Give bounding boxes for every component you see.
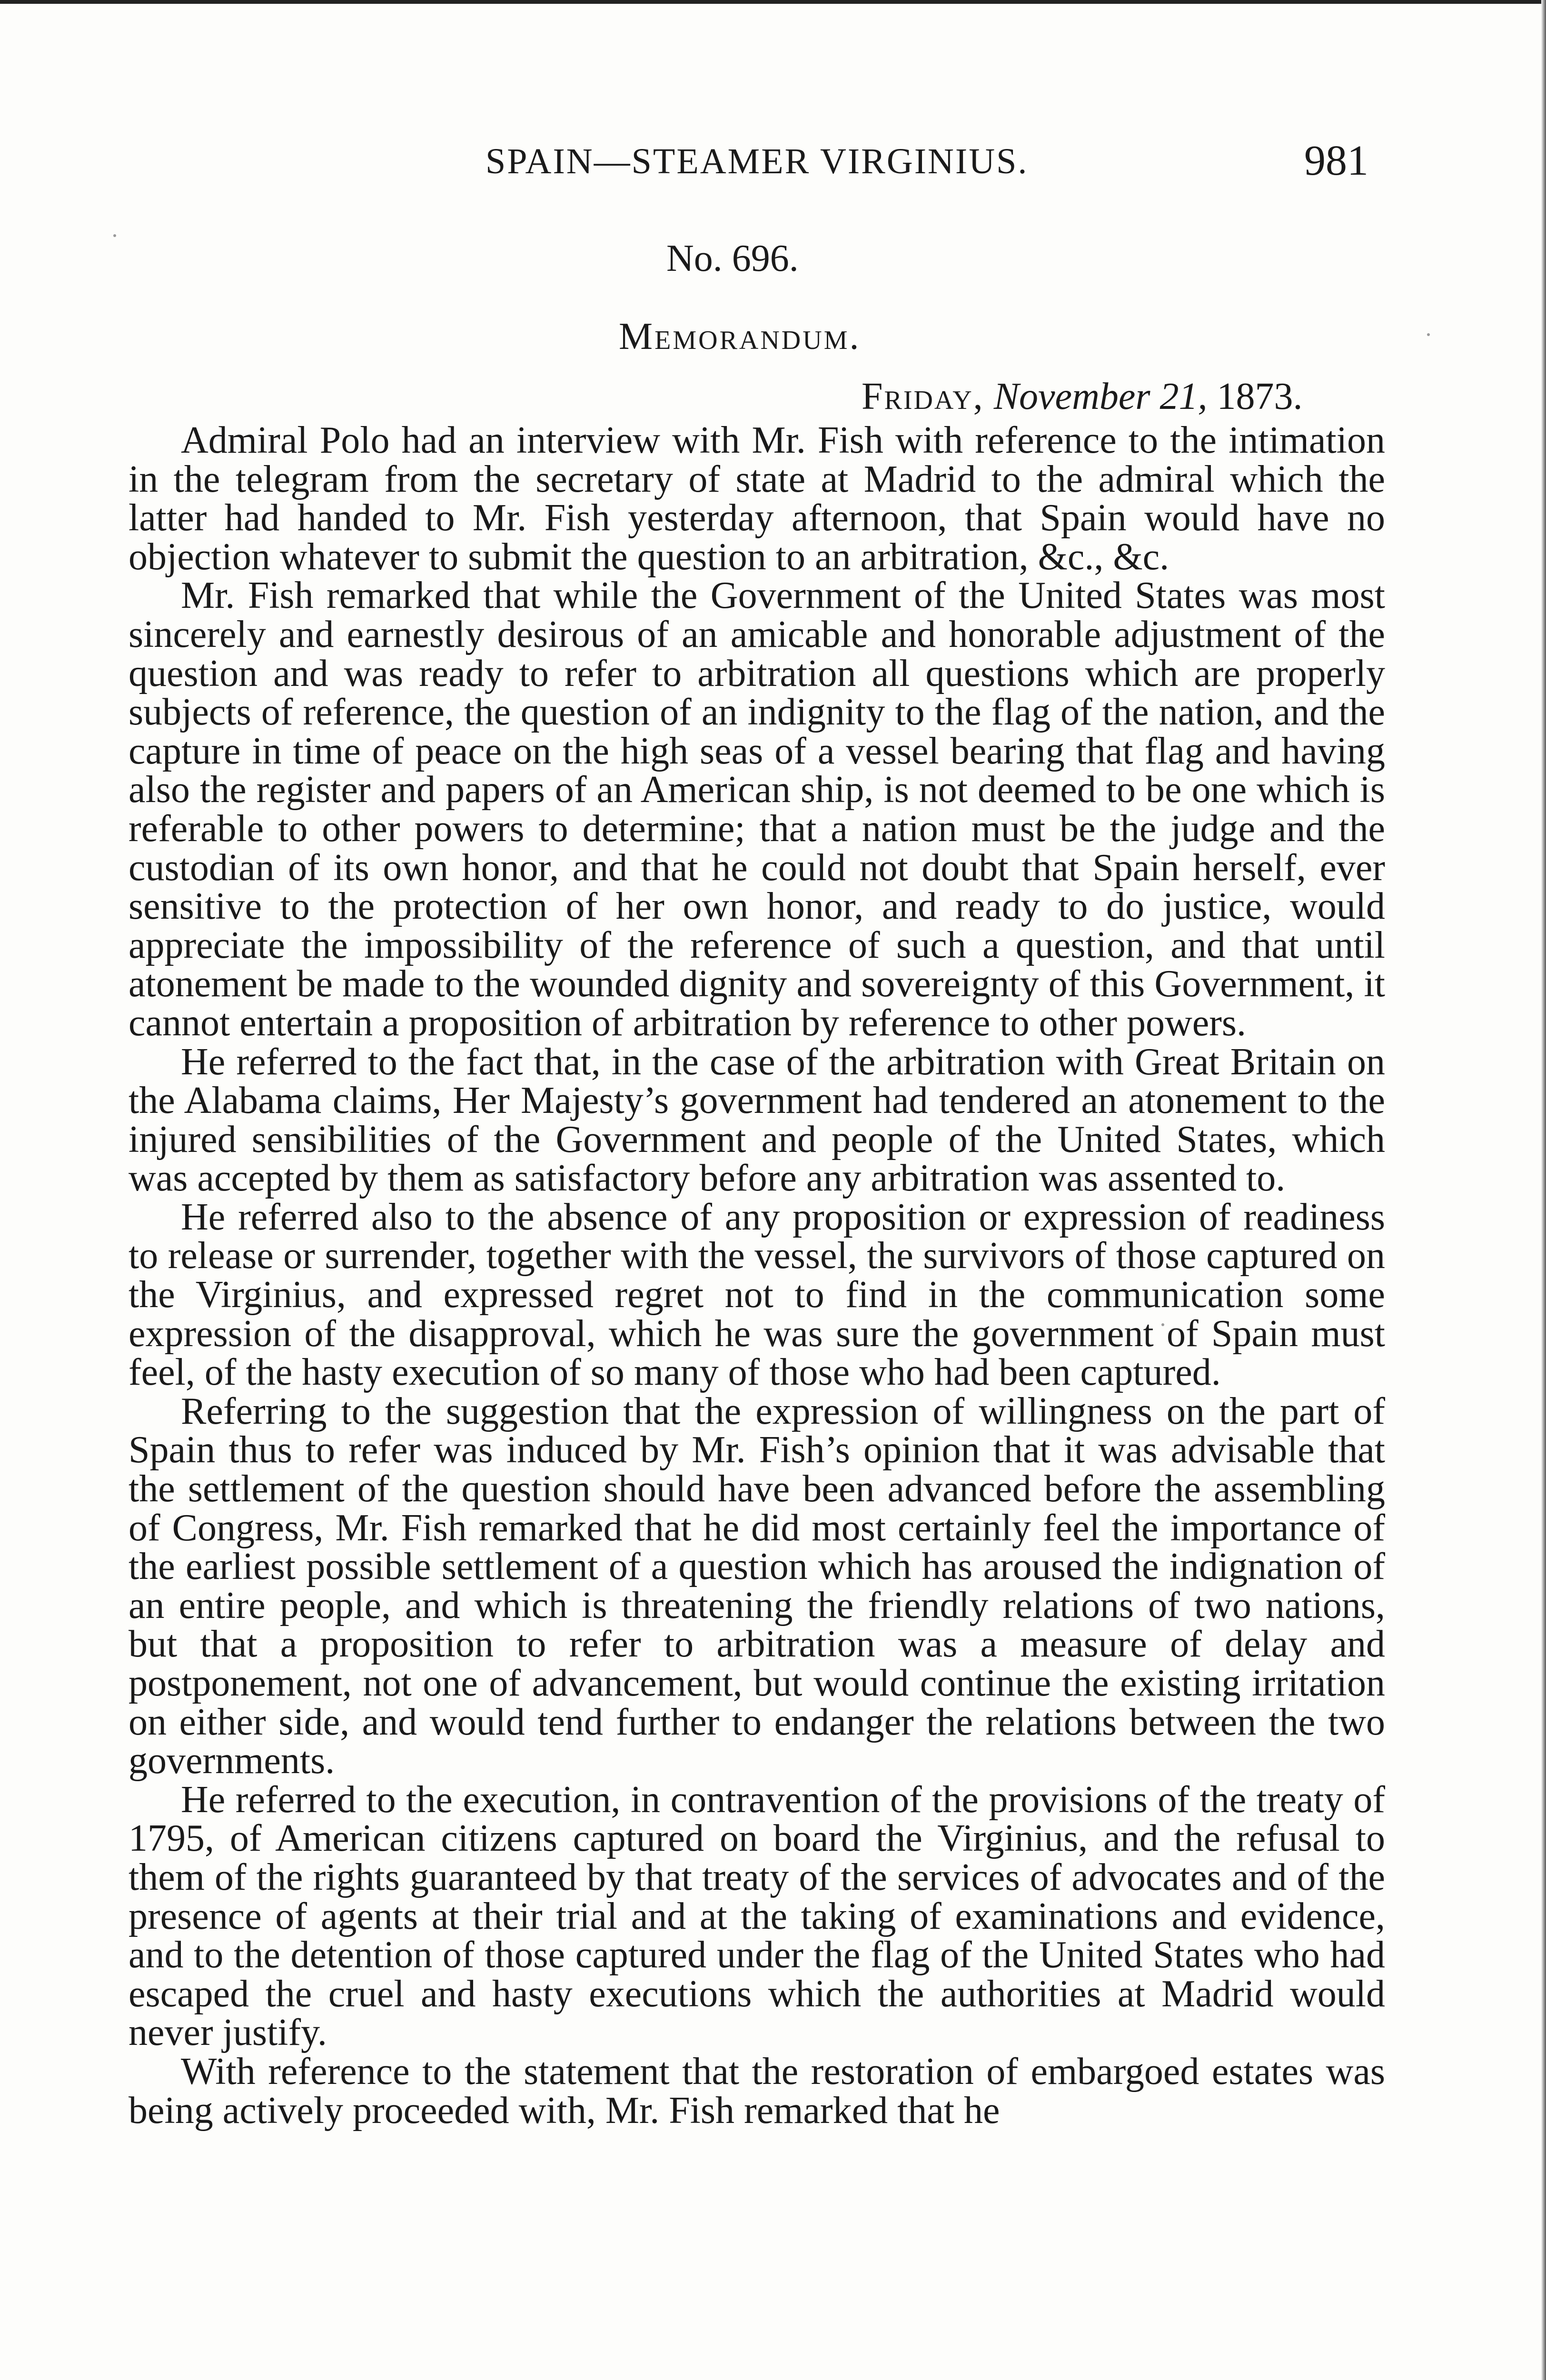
paragraph: Mr. Fish remarked that while the Government of the United States was most sincerely and earnestly desirous of an amicable and honorable adjustment of the question and was ready to refer to arbitration all questions which are properly subjects of reference, the question of an indignity to the flag of the nation, and the capture in time of peace on the high seas of a vessel bearing that flag and having also the register and papers of an American ship, is not deemed to be one which is referable to other powers to determine; that a nation must be the judge and the custodian of its own honor, and that he could not doubt that Spain herself, ever sensitive to the protection of her own honor, and ready to do justice, would appreciate the impossibility of the reference of such a question, and that until atonement be made to the wounded dignity and sovereignty of this Government, it cannot entertain a proposition of arbitration by reference to other powers. — [129, 575, 1385, 1044]
paragraph: He referred to the execution, in contravention of the provisions of the treaty of 1795, of American citizens captured on board the Virginius, and the refusal to them of the rights guaranteed by that treaty of the services of advocates and of the presence of agents at their trial and at the taking of examinations and evidence, and to the detention of those captured under the flag of the United States who had escaped the cruel and hasty executions which the authorities at Madrid would never justify. — [129, 1778, 1385, 2054]
date-month-day: November 21, — [993, 376, 1208, 417]
date-weekday: Friday, — [862, 376, 984, 417]
document-number: No. 696. — [666, 238, 799, 279]
running-head: SPAIN—STEAMER VIRGINIUS. — [486, 141, 1029, 181]
body-text — [129, 421, 1385, 2130]
date-line — [862, 375, 1302, 418]
paragraph: He referred to the fact that, in the case of the arbitration with Great Britain on the Alabama claims, Her Majesty’s government had tendered an atonement to the injured sensibilities of the Government and people of the United States, which was accepted by them as satisfactory before any arbitration was assented to. — [129, 1041, 1385, 1200]
page-top-edge — [0, 0, 1546, 4]
ink-speck — [113, 234, 116, 237]
page-right-edge — [1541, 0, 1546, 2380]
date-year: 1873. — [1217, 376, 1303, 417]
paragraph: Referring to the suggestion that the expression of willingness on the part of Spain thus to refer was induced by Mr. Fish’s opinion that it was advisable that the settlement of the question should have been advanced before the assembling of Congress, Mr. Fish remarked that he did most certainly feel the importance of the earliest possible settlement of a question which has aroused the indignation of an entire people, and which is threatening the friendly relations of two nations, but that a proposition to refer to arbitration was a measure of delay and postponement, not one of advancement, but would continue the existing irritation on either side, and would tend further to endanger the relations between the two governments. — [129, 1390, 1385, 1782]
ink-speck — [1427, 333, 1430, 336]
page-number: 981 — [1304, 137, 1368, 184]
paragraph: He referred also to the absence of any proposition or expression of readiness to release or surrender, together with the vessel, the survivors of those captured on the Virginius, and expressed regret not to find in the communication some expression of the disapproval, which he was sure the government of Spain must feel, of the hasty execution of so many of those who had been captured. — [129, 1196, 1385, 1394]
paragraph: With reference to the statement that the restoration of embargoed estates was being actively proceeded with, Mr. Fish remarked that he — [129, 2050, 1385, 2132]
document-title: Memorandum. — [619, 316, 861, 357]
paragraph: Admiral Polo had an interview with Mr. Fish with reference to the intimation in the telegram from the secretary of state at Madrid to the admiral which the latter had handed to Mr. Fish yesterday afternoon, that Spain would have no objection whatever to submit the question to an arbitration, &c., &c. — [129, 419, 1385, 578]
